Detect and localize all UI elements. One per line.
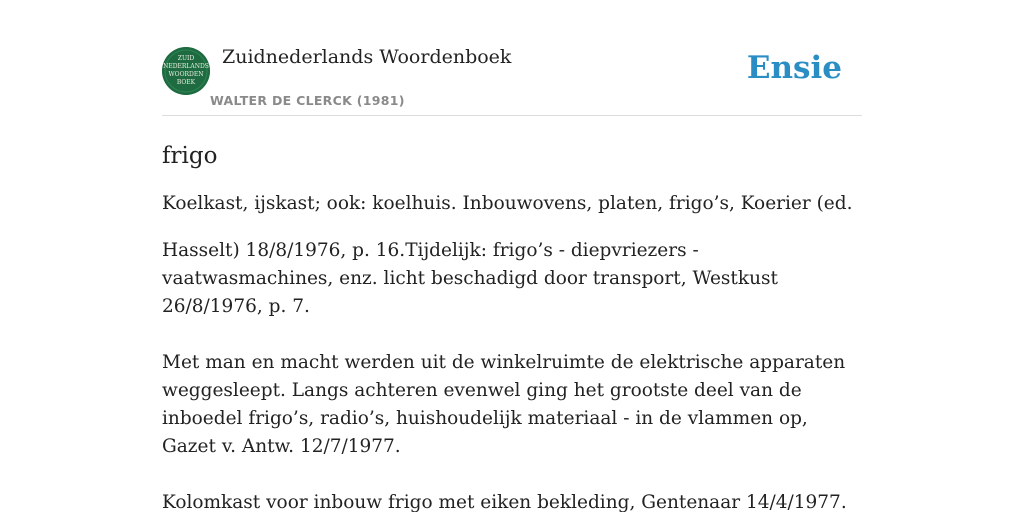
logo-line-2: NEDERLANDS: [163, 63, 209, 70]
logo-line-3: WOORDEN: [168, 71, 204, 78]
entry-definition: [162, 190, 862, 512]
entry-word: frigo: [162, 143, 218, 169]
dictionary-title[interactable]: Zuidnederlands Woordenboek: [222, 46, 512, 68]
dictionary-logo[interactable]: [162, 47, 210, 95]
dictionary-header: [162, 46, 862, 116]
dictionary-author: WALTER DE CLERCK (1981): [210, 93, 405, 108]
definition-paragraph: Hasselt) 18/8/1976, p. 16.Tijdelijk: frigo’s - diepvriezers - vaatwasmachines, enz. licht beschadigd door transport, Westkust 26/8/1976, p. 7.: [162, 240, 778, 317]
definition-paragraph: Koelkast, ijskast; ook: koelhuis. Inbouwovens, platen, frigo’s, Koerier (ed.: [162, 193, 853, 214]
book-cover-icon: [162, 47, 210, 95]
logo-line-1: ZUID: [177, 55, 195, 62]
ensie-brand-link[interactable]: Ensie: [746, 50, 842, 86]
definition-paragraph: Kolomkast voor inbouw frigo met eiken bekleding, Gentenaar 14/4/1977.: [162, 492, 847, 512]
logo-line-4: BOEK: [176, 79, 196, 86]
definition-paragraph: Met man en macht werden uit de winkelruimte de elektrische apparaten weggesleept. Langs achteren evenwel ging het grootste deel van de inboedel frigo’s, radio’s, huishoudelijk materiaal - in de vlammen op, Gazet v. Antw. 12/7/1977.: [162, 352, 846, 457]
page: [162, 0, 862, 512]
